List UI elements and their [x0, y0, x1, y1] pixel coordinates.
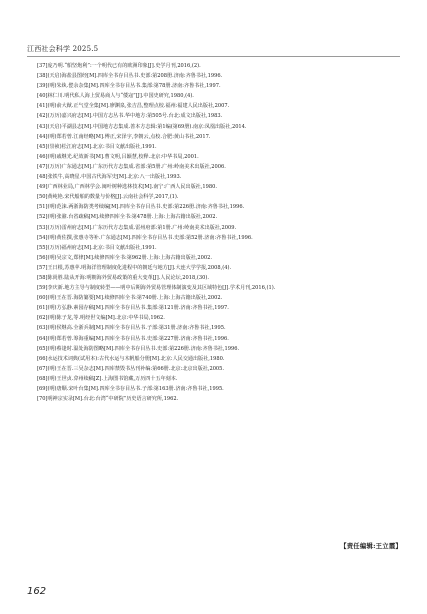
reference-item: [57]王日根,苏惠苹.明海洋管理制度化进程中的朝廷与地方[J].大连大学学报,2008,(4). [37, 264, 232, 271]
reference-item: [50]黄纯艳.宋代船舶的数量与价格[J].云南社会科学,2017,(1). [37, 194, 179, 201]
reference-item: [47](万历)广东通志[M].广东历代方志集成.省部:第5册.广州:岭南美术出版社,2006. [37, 163, 226, 170]
reference-list [27, 61, 405, 404]
page-number: 162 [27, 586, 47, 597]
reference-item: [60](明)王在晋.海防纂要[M].续修四库全书:第740册.上海:上海古籍出版社,2002. [37, 295, 223, 302]
reference-item: [51](明)范涞.两浙海防类考续编[M].四库全书存目丛书.史部:第226册.济南:齐鲁书社,1996. [37, 204, 245, 211]
reference-item: [39](明)朱纨.甓余杂集[M].四库全书存目丛书.集部:第78册.济南:齐鲁书社,1997. [37, 83, 221, 90]
reference-item: [49]广西林业局,广西林学会.闽叶树种选林技术[M].南宁:广西人民出版社,1980. [37, 184, 217, 191]
reference-item: [67](明)王在晋.三吴杂志[M].四库禁毁书丛刊补编:第66册.北京:北京出版社,2005. [37, 365, 225, 372]
reference-item: [58]陈尚胜.陆从开海:明朝海外贸易政策的重大变革[J].人民论坛,2018,(30). [37, 274, 209, 281]
reference-item: [48]张铁牛,高晓星.中国古代海军史[M].北京:八一出版社,1993. [37, 174, 182, 181]
reference-item: [66]水运技术词典(试用本):古代水运与木帆船分册[M].北京:人民交通出版社,1980. [37, 355, 225, 362]
reference-item: [70]明神宗实录[M].台北:台湾“中研院”历史语言研究所,1962. [37, 396, 179, 403]
reference-item: [54](明)黄佐撰,张惠寺等补.广东通志[M].四库全书存目丛书.史部:第52册.济南:齐鲁书社,1996. [37, 234, 253, 241]
responsible-editor: 【责任编辑:王立霞】 [340, 542, 402, 550]
reference-item: [44](明)郑若曾.江南经略[M].傅正,宋泽宇,李朝云,点校.合肥:黄山书社,2017. [37, 133, 211, 140]
reference-item: [62](明)陈子龙,等.明经世文编[M].北京:中华书局,1962. [37, 315, 165, 322]
header-rule [27, 56, 400, 57]
reference-item: [56](明)吴宗文,郑律[M].续修四库全书:第962册.上海:上海古籍出版社,2002. [37, 254, 212, 261]
reference-item: [42](万历)嘉兴府志[M].中国方志丛书.华中地方:第505号.台北:成文出版社,1983. [37, 113, 223, 120]
reference-item: [45](崇祯)松江府志[M].北京:书目文献出版社,1991. [37, 143, 157, 150]
reference-item: [69](明)唐顺.宋叶台集[M].四库全书存目丛书.子部:第163册.济南:齐鲁书社,1995. [37, 386, 224, 392]
reference-item: [61](明)方弘静.素园存稿[M].四库全书存目丛书.集部:第121册.济南:齐鲁书社,1997. [37, 305, 229, 312]
reference-item: [43](天启)平湖县志[M].中国地方志集成.善本方志辑:第1编(第69册).南京:凤凰出版社,2014. [37, 123, 247, 130]
reference-item: [55](万历)福州府志[M].北京:书目文献出版社,1991. [37, 244, 157, 251]
reference-item: [63](明)侯继高.全浙兵制[M].四库全书存目丛书.子部:第31册.济南:齐鲁书社,1995. [37, 325, 226, 332]
reference-item: [37]庞乃明.“船坚炮利”:一个明代已有的欧洲印象[J].史学月刊,2016,(2). [37, 63, 201, 69]
reference-item: [64](明)郑若曾.筹海重编[M].四库全书存目丛书.史部:第227册.济南:齐鲁书社,1996. [37, 335, 229, 342]
reference-item: [59]李庆新.地方主导与制度转型——明中后期海外贸易管理体制演变及其区域特色[J].学术月刊,2016,(1). [37, 285, 276, 292]
reference-item: [52](明)张鼐.台省疏稿[M].续修四库全书:第478册.上海:上海古籍出版社,2002. [37, 214, 218, 221]
reference-item: [46](明)戚继光.纪效新书[M].曹文明,吕颖慧,校释.北京:中华书局,2001. [37, 153, 199, 160]
reference-item: [65](明)蔡逢时.温处海防图略[M].四库全书存目丛书.史部:第226册.济南:齐鲁书社,1996. [37, 345, 240, 352]
reference-item: [38](天启)海盐县图经[M].四库全书存目丛书.史部:第208册.济南:齐鲁书社,1996. [37, 73, 223, 80]
reference-item: [41](明)俞大猷.正气堂全集[M].廖渊泉,张吉昌,整理点校.福州:福建人民出版社,2007. [37, 103, 230, 110]
journal-header: 江西社会科学 2025.5 [27, 45, 99, 53]
reference-item: [68](明)王世贞.弇州续稿[Z].上海图书馆藏,万历四十五年刻本. [37, 375, 178, 382]
reference-item: [40]林仁川.明代私人海上贸易商人与“倭寇”[J].中国史研究,1980,(4). [37, 93, 194, 100]
reference-item: [53](万历)雷州府志[M].广东历代方志集成.雷州府部:第1册.广州:岭南美术出版社,2009. [37, 224, 237, 231]
